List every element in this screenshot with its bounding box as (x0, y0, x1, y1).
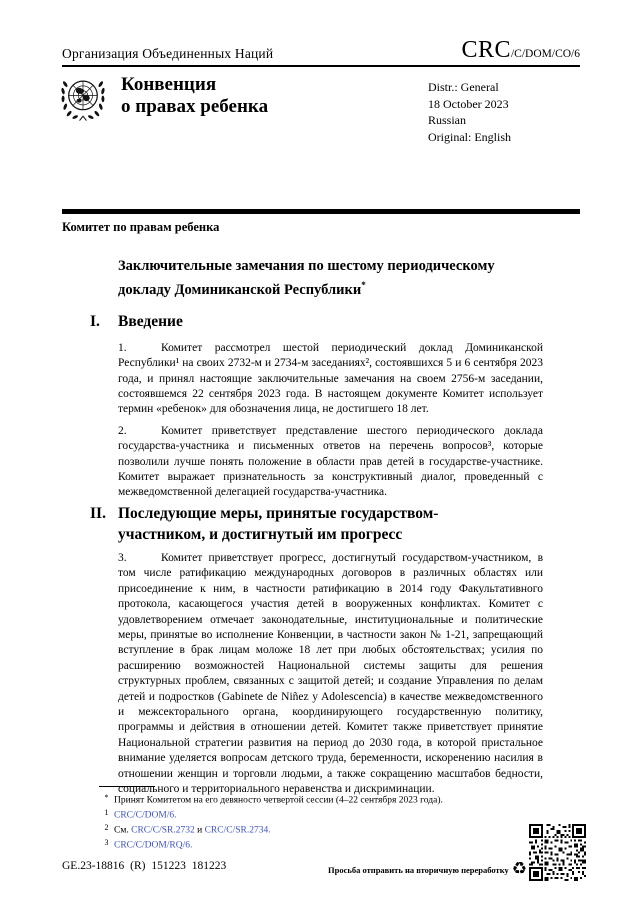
footnote-ref-asterisk: * (361, 280, 366, 290)
distr-date: 18 October 2023 (428, 96, 509, 111)
header-bottom-row (62, 72, 580, 144)
document-link[interactable]: CRC/C/DOM/6. (114, 810, 177, 821)
paragraph-text: Комитет приветствует представление шестого периодического доклада государства-участника и письменных ответов на перечень вопросов³, которые позволили лучше понять положение в области прав детей в государстве-участнике. Комитет выражает признательность за конструктивный диалог, проведенный с межведомственной делегацией государства-участника. (118, 424, 543, 499)
recycle-notice (0, 861, 527, 878)
document-symbol-main: CRC (461, 37, 511, 63)
document-title-text: Заключительные замечания по шестому периодическому докладу Доминиканской Республики (118, 258, 495, 298)
publication-title (121, 72, 268, 124)
paragraph-text: Комитет рассмотрел шестой периодический доклад Доминиканской Республики¹ на своих 2732-м и 2734-м заседаниях², состоявшихся 5 и 6 сентября 2023 года, и принял настоящие заключительные замечания на своем 2756-м заседании, состоявшемся 22 сентября 2023 года. В настоящем документе Комитет использует термин «ребенок» для обозначения лица, не достигшего 18 лет. (118, 341, 543, 416)
header-top-row (62, 38, 580, 67)
section-numeral: I. (90, 312, 100, 330)
document-link[interactable]: CRC/C/SR.2734. (204, 825, 271, 836)
qr-code (529, 824, 586, 881)
un-emblem-icon (57, 72, 109, 124)
paragraph-2 (118, 424, 543, 501)
distr-type: Distr.: General (428, 80, 499, 94)
footnote-marker: * (104, 793, 109, 802)
section-title: Последующие меры, принятые государством-участником, и достигнутый им прогресс (118, 504, 439, 543)
section-title: Введение (118, 312, 183, 330)
footnote-asterisk (99, 792, 547, 807)
main-content (90, 249, 543, 797)
distr-original: Original: English (428, 129, 511, 144)
footnote-text: и (194, 825, 205, 836)
distr-language: Russian (428, 113, 467, 127)
document-symbol (461, 38, 580, 62)
footnote-marker: 1 (104, 807, 109, 817)
footnote-2 (99, 822, 547, 837)
paragraph-number: 3. (118, 551, 127, 564)
ge-number: GE.23-18816 (R) 151223 181223 (62, 860, 227, 872)
footnote-text: См. (114, 825, 132, 836)
section-numeral: II. (90, 504, 106, 522)
paragraph-text: Комитет приветствует прогресс, достигнутый государством-участником, в том числе ратификацию международных договоров в различных областях или присоединение к ним, в частности ратификацию в 2014 году Факультативного протокола, касающегося участия детей в вооруженных конфликтах. Комитет с удовлетворением отмечает законодательные, институциональные и политические меры, принятые во исполнение Конвенции, в частности закон № 1-21, запрещающий вступление в брак лицам моложе 18 лет при любых обстоятельствах; усилия по расширению возможностей Национальной системы защиты для решения структурных проблем, связанных с защитой детей; и создание Управления по делам детей и подростков (Gabinete de Niñez y Adolescencia) в качестве межведомственного и межсекторального органа, координирующего государственную политику, программы и действия в отношении детей. Комитет также приветствует принятие Национальной стратегии развития на период до 2030 года, в которой пристальное внимание уделяется вопросам детского труда, беременности, искоренению насилия в отношении женщин и торговли людьми, а также сокращению масштабов бедности, социального и территориального неравенства и дискриминации. (118, 551, 543, 795)
footnote-marker: 2 (104, 822, 109, 832)
footnote-3 (99, 837, 547, 852)
distribution-info (428, 79, 511, 145)
paragraph-1 (118, 341, 543, 418)
footnotes (99, 786, 547, 852)
document-link[interactable]: CRC/C/DOM/RQ/6. (114, 840, 193, 851)
section-heading-follow-up (90, 503, 515, 545)
document-symbol-rest: /C/DOM/CO/6 (510, 48, 580, 60)
recycle-text: Просьба отправить на вторичную переработку (328, 864, 509, 875)
header (62, 37, 580, 144)
recycle-icon: ♻ (511, 859, 527, 879)
footnote-marker: 3 (104, 837, 109, 847)
paragraph-3 (118, 551, 543, 798)
un-org-name: Организация Объединенных Наций (62, 46, 274, 61)
separator-bar (62, 209, 580, 214)
publication-title-line1: Конвенция (121, 74, 217, 95)
document-title (118, 257, 543, 300)
section-heading-introduction (90, 312, 543, 332)
footnote-1 (99, 807, 547, 822)
document-link[interactable]: CRC/C/SR.2732 (131, 825, 195, 836)
footnote-separator (99, 786, 155, 787)
paragraph-number: 1. (118, 341, 127, 354)
publication-title-line2: о правах ребенка (121, 95, 269, 117)
paragraph-number: 2. (118, 424, 127, 437)
footnote-text: Принят Комитетом на его девяносто четвертой сессии (4–22 сентября 2023 года). (114, 795, 443, 806)
committee-name: Комитет по правам ребенка (62, 220, 220, 234)
